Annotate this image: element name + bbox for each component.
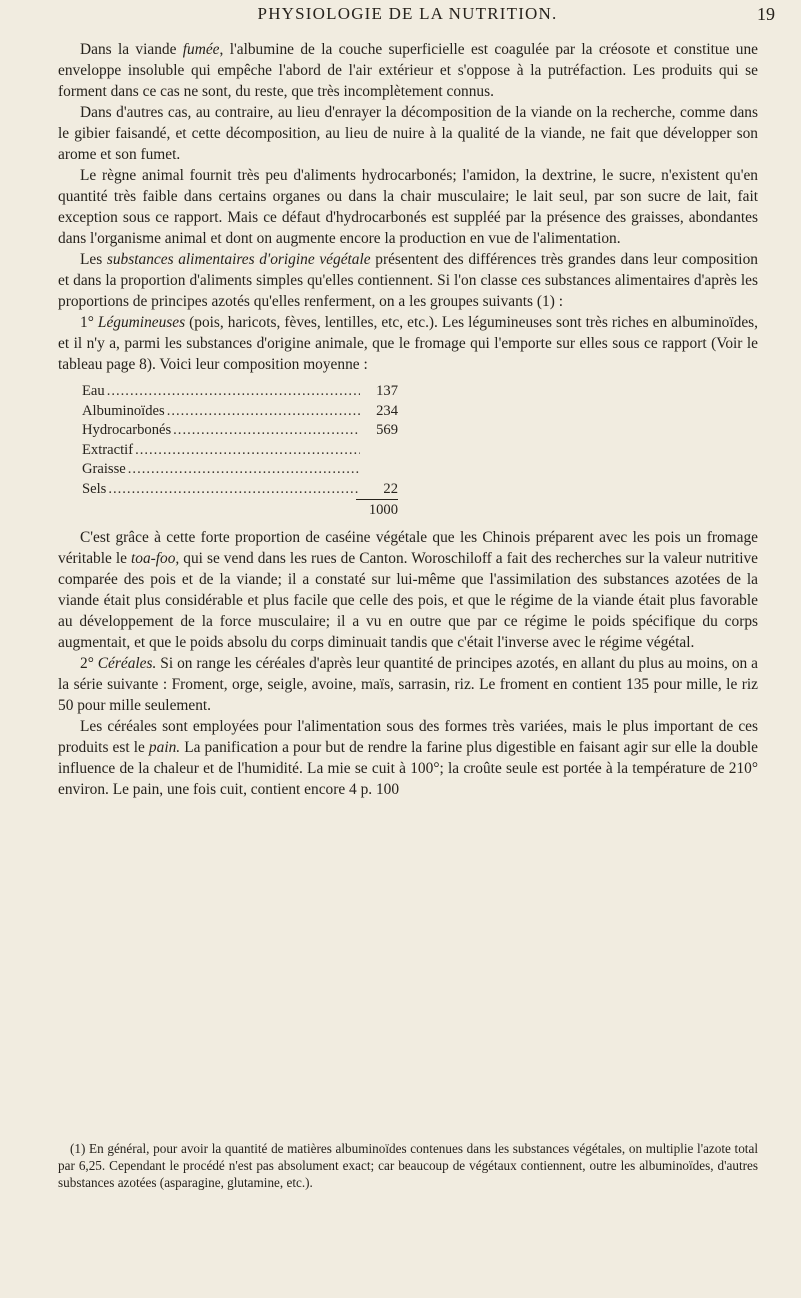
row-value: 569 (376, 422, 398, 438)
row-value: 234 (376, 402, 398, 419)
row-label: Sels (82, 480, 107, 497)
italic-term: substances alimentaires d'origine végétale (106, 251, 371, 268)
italic-term: toa-foo, (130, 549, 180, 567)
table-row (82, 382, 398, 402)
row-label: Albuminoïdes (82, 402, 165, 419)
paragraph: C'est grâce à cette forte proportion de caséine végétale que les Chinois préparent avec les pois un fromage véritable le toa-foo, qui se vend dans les rues de Canton. Woroschiloff a fait des recherches sur la valeur nutritive comparée des pois et de la viande; il a constaté sur lui-même que l'assimilation des substances azotées de la viande était plus considérable et plus facile que celle des pois, et que le régime de la viande était plus favorable au développement de la force musculaire; il a vu en outre que par ce régime le poids spécifique du corps augmentait, et que le poids absolu du corps diminuait tandis que c'était l'inverse avec le régime végétal. (58, 528, 758, 651)
italic-term: Légumineuses (97, 314, 186, 331)
italic-term: pain. (148, 738, 181, 756)
italic-term: fumée (182, 41, 220, 58)
row-value: 22 (383, 480, 398, 497)
paragraph: Dans la viande fumée, l'albumine de la couche superficielle est coagulée par la créosote et constitue une enveloppe insoluble qui empêche l'abord de l'air extérieur et s'oppose à la putréfaction. Les produits qui se forment dans ce cas ne sont, du reste, que très incomplètement connus. (58, 41, 758, 100)
row-label: Graisse (82, 461, 126, 477)
table-row (82, 460, 398, 480)
italic-term: Céréales. (97, 654, 157, 672)
row-label: Eau (82, 383, 105, 399)
composition-table (82, 382, 398, 521)
page-header (40, 4, 775, 28)
paragraph: Dans d'autres cas, au contraire, au lieu d'enrayer la décomposition de la viande on la recherche, comme dans le gibier faisandé, et cette décomposition, au lieu de nuire à la qualité de la viande, ne fait que développer son arome et son fumet. (58, 104, 758, 163)
footnote (58, 1140, 758, 1191)
row-value: 137 (376, 383, 398, 399)
table-row (82, 402, 398, 422)
row-label: Hydrocarbonés (82, 422, 172, 438)
footnote-text: (1) En général, pour avoir la quantité de matières albuminoïdes contenues dans les substances végétales, on multiplie l'azote total par 6,25. Cependant le procédé n'est pas absolument exact; car beaucoup de végétaux contiennent, outre les albuminoïdes, d'autres substances azotées (asparagine, glutamine, etc.). (58, 1141, 758, 1190)
table-row (82, 441, 398, 461)
table-row (82, 421, 398, 441)
paragraph: Les céréales sont employées pour l'alimentation sous des formes très variées, mais le plus important de ces produits est le pain. La panification a pour but de rendre la farine plus digestible en faisant agir sur elle la double influence de la chaleur et de l'humidité. La mie se cuit à 100°; la croûte seule est portée à la température de 210° environ. Le pain, une fois cuit, contient encore 4 p. 100 (58, 717, 758, 798)
paragraph: Les substances alimentaires d'origine végétale présentent des différences très grandes dans leur composition et dans la proportion d'aliments simples qu'elles contiennent. Si l'on classe ces substances alimentaires d'après les proportions de principes azotés qu'elles renferment, on a les groupes suivants (1) : (58, 251, 758, 310)
running-title: PHYSIOLOGIE DE LA NUTRITION. (257, 4, 558, 23)
table-total: 1000 (356, 499, 398, 521)
table-row (82, 480, 398, 500)
paragraph: 1° Légumineuses (pois, haricots, fèves, lentilles, etc, etc.). Les légumineuses sont très riches en albuminoïdes, et il n'y a, parmi les substances d'origine animale, que le fromage qui l'emporte sur elles sous ce rapport (Voir le tableau page 8). Voici leur composition moyenne : (58, 314, 758, 373)
body-text (58, 39, 758, 800)
row-label: Extractif (82, 441, 134, 458)
paragraph: 2° Céréales. Si on range les céréales d'après leur quantité de principes azotés, en allant du plus au moins, on a la série suivante : Froment, orge, seigle, avoine, maïs, sarrasin, riz. Le froment en contient 135 pour mille, le riz 50 pour mille seulement. (58, 654, 758, 714)
page-number: 19 (757, 4, 775, 24)
paragraph: Le règne animal fournit très peu d'aliments hydrocarbonés; l'amidon, la dextrine, le sucre, n'existent qu'en quantité très faible dans certains organes ou dans la chair musculaire; le lait seul, par son sucre de lait, fait exception sous ce rapport. Mais ce défaut d'hydrocarbonés est suppléé par la présence des graisses, abondantes dans l'organisme animal et dont on augmente encore la production en vue de l'alimentation. (58, 167, 758, 247)
